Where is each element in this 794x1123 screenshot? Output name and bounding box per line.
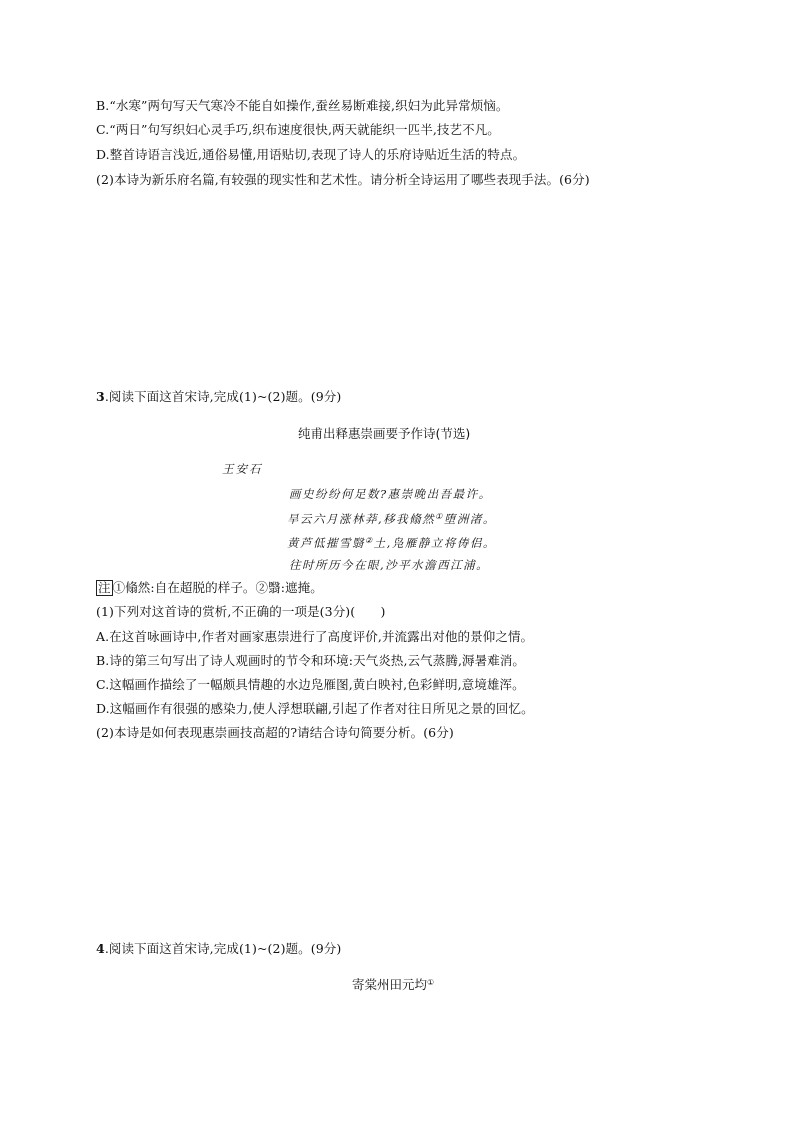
- q3-option-a: A.在这首咏画诗中,作者对画家惠崇进行了高度评价,并流露出对他的景仰之情。: [96, 629, 534, 644]
- q3-number: 3: [96, 389, 105, 404]
- q3-option-d: D.这幅画作有很强的感染力,使人浮想联翩,引起了作者对往日所见之景的回忆。: [96, 701, 534, 716]
- q2-option-b: B.“水寒”两句写天气寒冷不能自如操作,蚕丝易断难接,织妇为此异常烦恼。: [96, 98, 509, 113]
- note-label-box: 注: [98, 580, 111, 595]
- q3-subquestion-2: (2)本诗是如何表现惠崇画技高超的?请结合诗句简要分析。(6分): [96, 725, 454, 740]
- q3-note: [96, 580, 323, 596]
- q3-poem-line-3-tail: 土,凫雁静立将俦侣。: [373, 536, 496, 550]
- q4-title-note-marker: ①: [427, 978, 435, 987]
- q3-intro-text: .阅读下面这首宋诗,完成(1)~(2)题。(9分): [104, 389, 342, 404]
- q4-intro-text: .阅读下面这首宋诗,完成(1)~(2)题。(9分): [104, 941, 342, 956]
- q3-poem-title: 纯甫出释惠崇画要予作诗(节选): [298, 426, 471, 441]
- q3-poem-line-4: 往时所历今在眼,沙平水澹西江浦。: [289, 558, 490, 572]
- note-marker-1: ①: [435, 512, 444, 521]
- q3-poem-line-2-text: 旱云六月涨林莽,移我翛然: [287, 512, 436, 526]
- q3-option-b: B.诗的第三句写出了诗人观画时的节令和环境:天气炎热,云气蒸腾,溽暑难消。: [96, 653, 526, 668]
- q2-option-d: D.整首诗语言浅近,通俗易懂,用语贴切,表现了诗人的乐府诗贴近生活的特点。: [96, 147, 526, 162]
- q2-subquestion-2: (2)本诗为新乐府名篇,有较强的现实性和艺术性。请分析全诗运用了哪些表现手法。(6分): [96, 172, 590, 187]
- q3-poem-author: 王安石: [222, 462, 263, 476]
- q4-poem-title-text: 寄棠州田元均: [352, 977, 428, 992]
- q3-poem-line-2: [287, 509, 496, 527]
- q4-poem-title: [352, 975, 434, 993]
- q3-poem-line-3: [287, 533, 496, 551]
- q3-poem-line-3-text: 黄芦低摧雪翳: [287, 536, 365, 550]
- q4-intro: [96, 941, 341, 957]
- note-marker-2: ②: [365, 536, 374, 545]
- q4-number: 4: [96, 941, 105, 956]
- q3-intro: [96, 389, 341, 405]
- q3-note-text: ①翛然:自在超脱的样子。②翳:遮掩。: [112, 580, 323, 595]
- q3-poem-line-2-tail: 堕洲渚。: [443, 512, 496, 526]
- q3-poem-line-1: 画史纷纷何足数?惠崇晚出吾最许。: [289, 487, 492, 501]
- q2-option-c: C.“两日”句写织妇心灵手巧,织布速度很快,两天就能织一匹半,技艺不凡。: [96, 122, 500, 137]
- q3-subquestion-1: (1)下列对这首诗的赏析,不正确的一项是(3分)( ): [96, 604, 386, 619]
- q3-option-c: C.这幅画作描绘了一幅颇具情趣的水边凫雁图,黄白映衬,色彩鲜明,意境雄浑。: [96, 677, 525, 692]
